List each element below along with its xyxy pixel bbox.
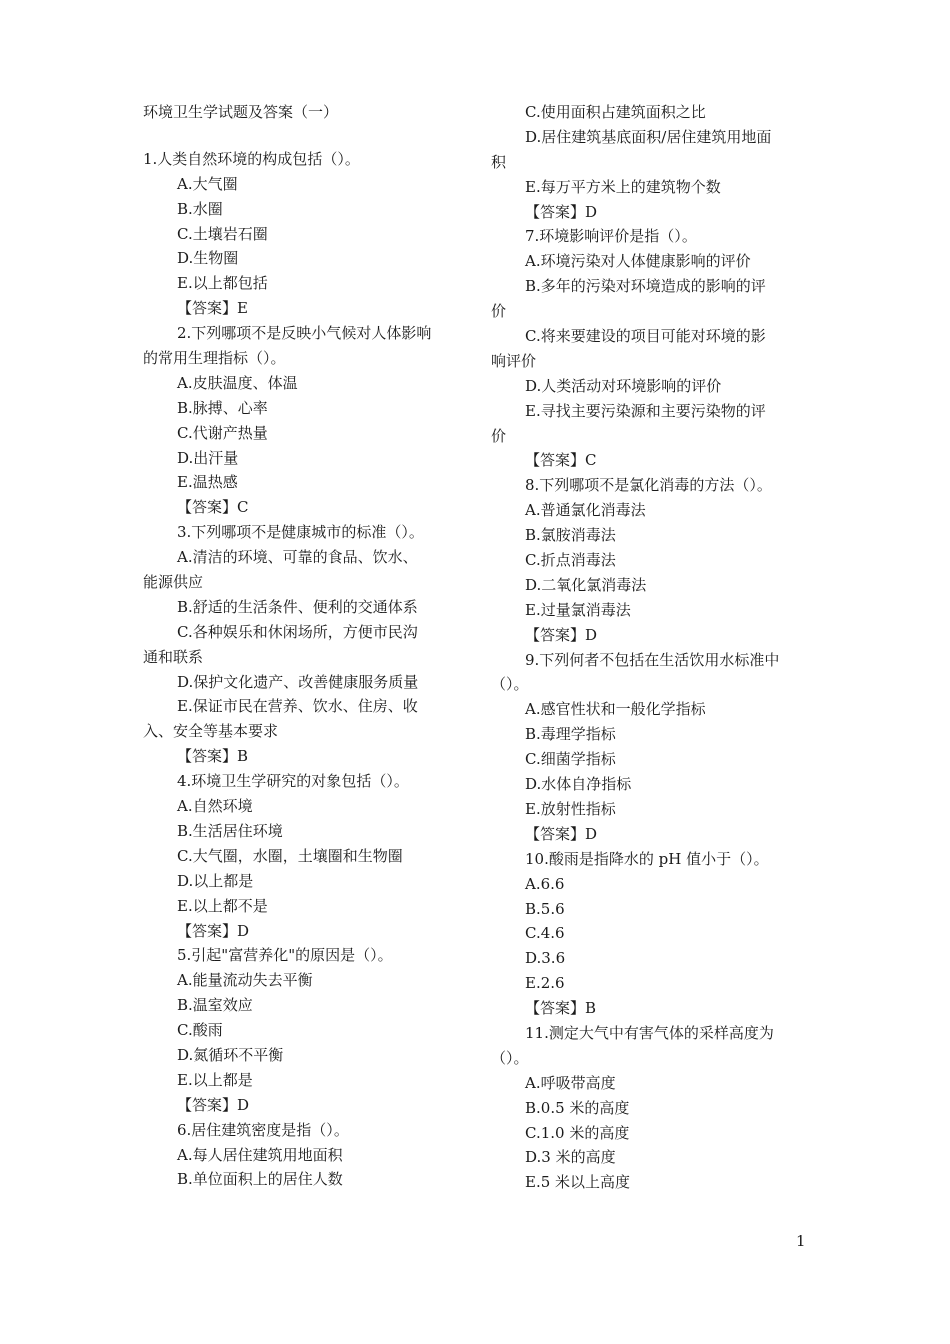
text-line: 1.人类自然环境的构成包括（）。 <box>143 149 360 168</box>
text-line: 【答案】D <box>525 202 598 221</box>
text-line: C.代谢产热量 <box>177 423 268 442</box>
page-number: 1 <box>796 1232 806 1250</box>
text-line: C.将来要建设的项目可能对环境的影 <box>525 327 766 346</box>
text-line: 【答案】C <box>525 451 597 470</box>
text-line: A.能量流动失去平衡 <box>177 971 313 990</box>
text-line: E.以上都包括 <box>177 274 268 293</box>
text-line: 7.环境影响评价是指（）。 <box>525 227 697 246</box>
text-line: 10.酸雨是指降水的 pH 值小于（）。 <box>525 849 769 868</box>
text-line: D.出汗量 <box>177 448 239 467</box>
text-line: B.温室效应 <box>177 996 253 1015</box>
text-line: C.折点消毒法 <box>525 551 616 570</box>
text-line: C.酸雨 <box>177 1021 223 1040</box>
text-line: C.大气圈，水圈，土壤圈和生物圈 <box>177 846 403 865</box>
text-line: 【答案】B <box>525 999 597 1018</box>
text-line: D.氮循环不平衡 <box>177 1045 284 1064</box>
text-line: 响评价 <box>491 351 537 370</box>
text-line: C.各种娱乐和休闲场所，方便市民沟 <box>177 622 418 641</box>
text-line: 11.测定大气中有害气体的采样高度为 <box>525 1023 774 1042</box>
text-line: 4.环境卫生学研究的对象包括（）。 <box>177 772 409 791</box>
text-line: B.氯胺消毒法 <box>525 526 616 545</box>
text-line: 2.下列哪项不是反映小气候对人体影响 <box>177 324 432 343</box>
text-line: A.自然环境 <box>177 797 253 816</box>
text-line: 【答案】B <box>177 747 249 766</box>
text-line: （）。 <box>491 1048 529 1067</box>
text-line: B.水圈 <box>177 199 223 218</box>
text-line: B.单位面积上的居住人数 <box>177 1170 343 1189</box>
text-line: A.清洁的环境、可靠的食品、饮水、 <box>177 548 418 567</box>
text-line: D.生物圈 <box>177 249 239 268</box>
text-line: 入、安全等基本要求 <box>143 722 279 741</box>
text-line: C.4.6 <box>525 924 565 943</box>
text-line: C.细菌学指标 <box>525 750 616 769</box>
text-line: E.每万平方米上的建筑物个数 <box>525 177 721 196</box>
text-line: B.生活居住环境 <box>177 821 283 840</box>
text-line: 3.下列哪项不是健康城市的标准（）。 <box>177 523 424 542</box>
text-line: D.以上都是 <box>177 871 254 890</box>
text-line: B.0.5 米的高度 <box>525 1098 630 1117</box>
text-line: B.脉搏、心率 <box>177 398 268 417</box>
text-line: D.3 米的高度 <box>525 1148 616 1167</box>
text-line: 【答案】C <box>177 498 249 517</box>
text-line: A.普通氯化消毒法 <box>525 501 646 520</box>
text-line: E.寻找主要污染源和主要污染物的评 <box>525 401 766 420</box>
text-line: A.6.6 <box>525 874 565 893</box>
text-line: 积 <box>491 152 507 171</box>
text-line: A.感官性状和一般化学指标 <box>525 700 706 719</box>
text-line: A.皮肤温度、体温 <box>177 373 298 392</box>
text-line: 6.居住建筑密度是指（）。 <box>177 1120 349 1139</box>
text-line: 价 <box>491 302 507 321</box>
text-line: E.以上都是 <box>177 1070 253 1089</box>
text-line: D.保护文化遗产、改善健康服务质量 <box>177 672 419 691</box>
text-line: B.舒适的生活条件、便利的交通体系 <box>177 597 418 616</box>
text-line: 【答案】D <box>525 625 598 644</box>
text-line: 8.下列哪项不是氯化消毒的方法（）。 <box>525 476 772 495</box>
text-line: B.毒理学指标 <box>525 725 616 744</box>
text-line: 的常用生理指标（）。 <box>143 349 286 368</box>
document-title: 环境卫生学试题及答案（一） <box>143 103 339 121</box>
text-line: C.使用面积占建筑面积之比 <box>525 103 706 121</box>
left-column <box>143 100 463 1192</box>
text-line: （）。 <box>491 675 529 694</box>
text-line: D.居住建筑基底面积/居住建筑用地面 <box>525 127 772 146</box>
text-line: D.水体自净指标 <box>525 775 632 794</box>
text-line: D.二氧化氯消毒法 <box>525 575 647 594</box>
text-line: 【答案】D <box>177 921 250 940</box>
text-line: A.呼吸带高度 <box>525 1073 616 1092</box>
text-line: 【答案】D <box>525 824 598 843</box>
text-line: B.多年的污染对环境造成的影响的评 <box>525 277 766 296</box>
text-line: E.温热感 <box>177 473 238 492</box>
text-line: D.3.6 <box>525 949 566 968</box>
text-line: 5.引起"富营养化"的原因是（）。 <box>177 946 393 965</box>
text-line: C.1.0 米的高度 <box>525 1123 630 1142</box>
text-line: A.大气圈 <box>177 174 238 193</box>
text-line: E.放射性指标 <box>525 799 616 818</box>
text-line: E.2.6 <box>525 974 565 993</box>
text-line: 【答案】D <box>177 1095 250 1114</box>
text-line: A.环境污染对人体健康影响的评价 <box>525 252 751 271</box>
text-line: A.每人居住建筑用地面积 <box>177 1145 343 1164</box>
right-column <box>491 100 811 1195</box>
text-line: C.土壤岩石圈 <box>177 224 268 243</box>
text-line: 9.下列何者不包括在生活饮用水标准中 <box>525 650 780 669</box>
text-line: E.过量氯消毒法 <box>525 600 631 619</box>
text-line: E.5 米以上高度 <box>525 1173 631 1192</box>
text-line: 通和联系 <box>143 647 204 666</box>
text-line: 价 <box>491 426 507 445</box>
text-line: E.以上都不是 <box>177 896 268 915</box>
text-line: 能源供应 <box>143 573 204 592</box>
text-line: 【答案】E <box>177 299 248 318</box>
text-line: B.5.6 <box>525 899 565 918</box>
text-line: E.保证市民在营养、饮水、住房、收 <box>177 697 418 716</box>
text-line: D.人类活动对环境影响的评价 <box>525 376 722 395</box>
